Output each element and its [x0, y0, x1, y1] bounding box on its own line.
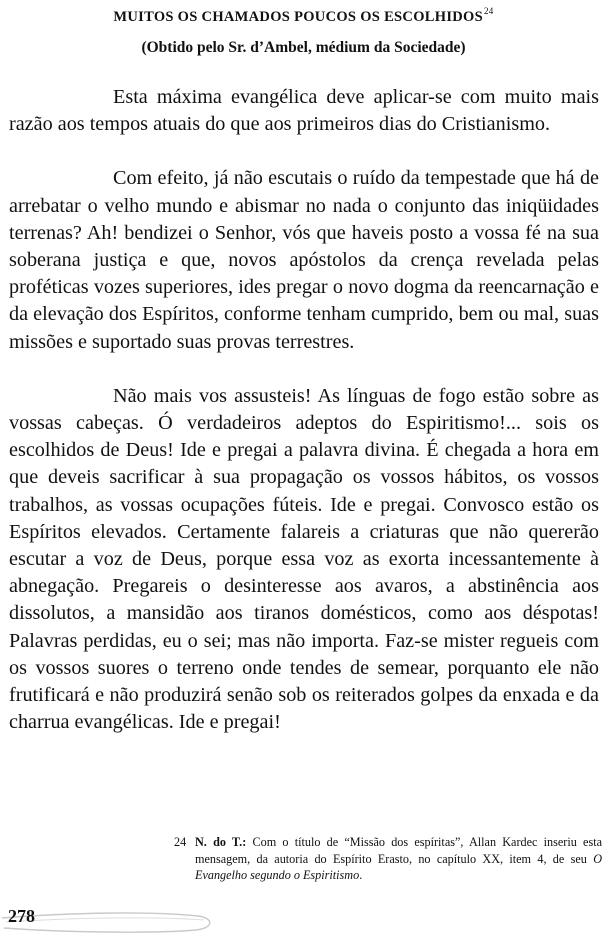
paragraph-3: Não mais vos assusteis! As línguas de fogo estão sobre as vossas cabeças. Ó verdadeiros adeptos do Espiritismo!... sois os escolhidos de Deus! Ide e pregai a palavra divina. É chegada a hora em que deveis sacrificar à sua propagação os vossos hábitos, os vossos trabalhos, as vossas ocupações fúteis. Ide e pregai. Convosco estão os Espíritos elevados. Certamente falareis a criaturas que não quererão escutar a voz de Deus, porque essa voz as exorta incessantemente à abnegação. Pregareis o desinteresse aos avaros, a abstinência aos dissolutos, a mansidão aos tiranos domésticos, como aos déspotas! Palavras perdidas, eu o sei; mas não importa. Faz-se mister regueis com os vossos suores o terreno onde tendes de semear, porquanto ele não frutificará e não produzirá senão sob os reiterados golpes da enxada e da charrua evangélicas. Ide e pregai! — [9, 384, 599, 734]
footnote-end: . — [359, 868, 363, 883]
body-text — [9, 84, 599, 736]
footnote-reference[interactable]: 24 — [483, 6, 494, 16]
footnote-label: N. do T.: — [195, 835, 247, 849]
footnote — [174, 834, 602, 884]
footnote-text: Com o título de “Missão dos espíritas”, Allan Kardec inseriu esta mensagem, da autoria do Espírito Erasto, no capítulo XX, item 4, de seu — [195, 835, 602, 866]
footnote-book-title: O Evangelho segundo o Espiritismo — [195, 851, 602, 883]
chapter-subtitle: (Obtido pelo Sr. d’Ambel, médium da Sociedade) — [141, 39, 466, 56]
paragraph-1: Esta máxima evangélica deve aplicar-se com muito mais razão aos tempos atuais do que aos primeiros dias do Cristianismo. — [9, 86, 599, 136]
chapter-title — [0, 6, 607, 26]
chapter-title-text: MUITOS OS CHAMADOS POUCOS OS ESCOLHIDOS — [113, 9, 483, 25]
footnote-number: 24 — [174, 835, 187, 849]
footnote-body — [195, 834, 602, 884]
page-number: 278 — [8, 906, 35, 926]
paragraph-2: Com efeito, já não escutais o ruído da tempestade que há de arrebatar o velho mundo e abismar no nada o conjunto das iniqüidades terrenas? Ah! bendizei o Senhor, vós que haveis posto a vossa fé na sua soberana justiça e que, novos apóstolos da crença revelada pelas proféticas vozes superiores, ides pregar o novo dogma da reencarnação e da elevação dos Espíritos, conforme tenham cumprido, bem ou mal, suas missões e suportado suas provas terrestres. — [9, 167, 599, 353]
